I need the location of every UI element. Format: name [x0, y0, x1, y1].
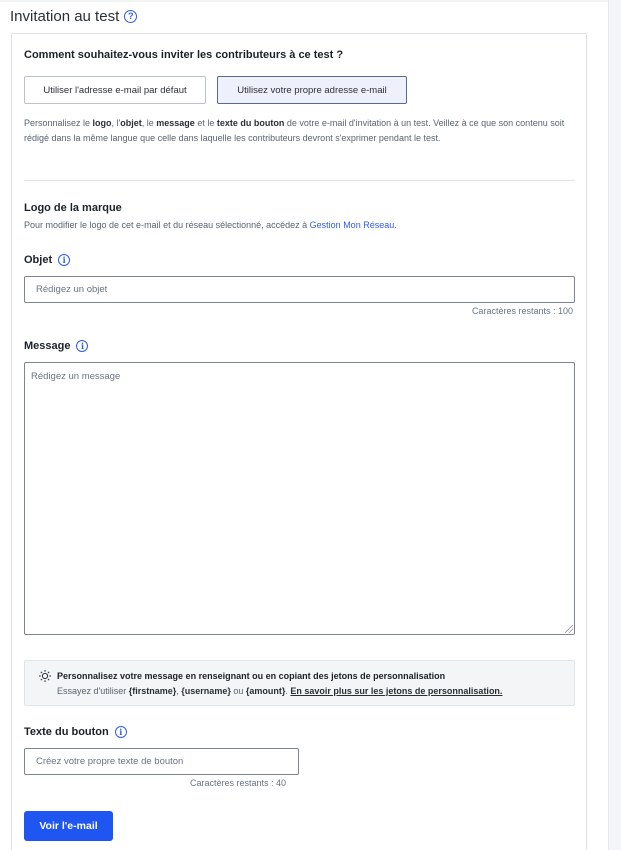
- logo-section-label: Logo de la marque: [24, 202, 122, 214]
- tip-title: Personnalisez votre message en renseignant ou en copiant des jetons de personnalisation: [57, 671, 446, 681]
- logo-section-description: Pour modifier le logo de cet e-mail et du réseau sélectionné, accédez à Gestion Mon Réseau.: [24, 220, 397, 230]
- message-textarea[interactable]: [24, 362, 575, 635]
- preview-email-button[interactable]: Voir l'e-mail: [24, 811, 113, 841]
- tokens-learn-more-link[interactable]: En savoir plus sur les jetons de personnalisation.: [290, 686, 503, 696]
- own-email-button[interactable]: Utilisez votre propre adresse e-mail: [217, 76, 407, 104]
- top-divider: [0, 0, 608, 2]
- lightbulb-icon: [38, 669, 52, 683]
- invite-question: Comment souhaitez-vous inviter les contributeurs à ce test ?: [24, 49, 344, 61]
- button-text-info-icon[interactable]: i: [115, 726, 127, 738]
- message-info-icon[interactable]: i: [76, 340, 88, 352]
- invite-description: Personnalisez le logo, l'objet, le message et le texte du bouton de votre e-mail d'invitation à un test. Veillez à ce que son contenu soit rédigé dans la même langue que celle dans laquelle les contributeurs devront s'exprimer pendant le test.: [24, 118, 565, 143]
- default-email-button[interactable]: Utiliser l'adresse e-mail par défaut: [24, 76, 206, 104]
- objet-input[interactable]: Rédigez un objet: [24, 276, 575, 303]
- personalization-tip: [24, 660, 575, 706]
- resize-handle-icon[interactable]: [565, 625, 573, 633]
- invitation-card: [11, 33, 587, 850]
- page-title: Invitation au test: [10, 8, 120, 25]
- section-divider: [24, 180, 575, 181]
- message-label-row: [24, 340, 88, 352]
- objet-label-row: [24, 254, 70, 266]
- scrollbar-track[interactable]: [608, 0, 621, 850]
- button-text-input[interactable]: Créez votre propre texte de bouton: [24, 748, 299, 775]
- message-label: Message: [24, 340, 71, 352]
- button-text-char-counter: Caractères restants : 40: [190, 778, 287, 788]
- page-header: [10, 8, 137, 25]
- objet-info-icon[interactable]: i: [58, 254, 70, 266]
- tip-subtitle: Essayez d'utiliser {firstname}, {username} ou {amount}. En savoir plus sur les jetons de personnalisation.: [57, 686, 503, 696]
- button-text-label: Texte du bouton: [24, 726, 109, 738]
- network-management-link[interactable]: Gestion Mon Réseau: [309, 220, 395, 230]
- help-icon[interactable]: ?: [124, 10, 137, 23]
- button-text-label-row: [24, 726, 127, 738]
- objet-label: Objet: [24, 254, 53, 266]
- message-placeholder: Rédigez un message: [31, 371, 121, 382]
- objet-char-counter: Caractères restants : 100: [471, 306, 573, 316]
